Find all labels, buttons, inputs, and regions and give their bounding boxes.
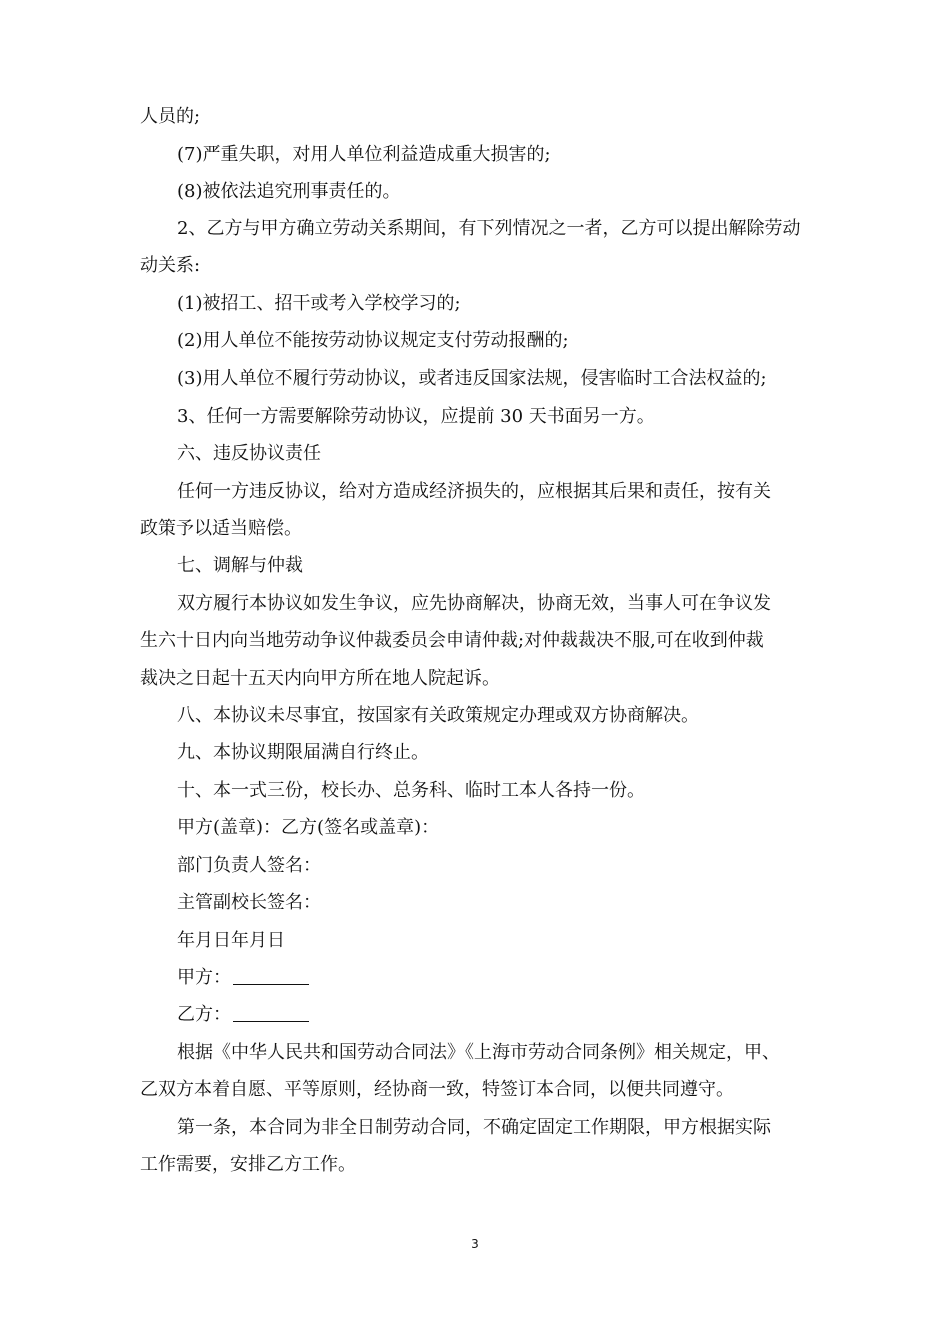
paragraph-line: 工作需要，安排乙方工作。	[140, 1154, 356, 1175]
paragraph-line: (8)被依法追究刑事责任的。	[177, 181, 401, 202]
paragraph-line: 动关系:	[140, 255, 201, 276]
paragraph-line: 十、本一式三份，校长办、总务科、临时工本人各持一份。	[177, 780, 645, 801]
section-heading: 七、调解与仲裁	[177, 555, 303, 576]
paragraph-line: 生六十日内向当地劳动争议仲裁委员会申请仲裁;对仲裁裁决不服,可在收到仲裁	[140, 630, 764, 651]
signature-line: 部门负责人签名：	[177, 855, 321, 876]
paragraph-line: 人员的;	[140, 106, 201, 127]
paragraph-line: 裁决之日起十五天内向甲方所在地人院起诉。	[140, 668, 500, 689]
paragraph-line: 政策予以适当赔偿。	[140, 518, 302, 539]
party-a-label: 甲方：	[177, 967, 231, 988]
section-heading: 六、违反协议责任	[177, 443, 321, 464]
page-number: 3	[471, 1237, 479, 1251]
paragraph-line: 八、本协议未尽事宜，按国家有关政策规定办理或双方协商解决。	[177, 705, 699, 726]
date-line: 年月日年月日	[177, 930, 285, 951]
paragraph-line: 双方履行本协议如发生争议，应先协商解决，协商无效，当事人可在争议发	[177, 593, 771, 614]
paragraph-line: 任何一方违反协议，给对方造成经济损失的，应根据其后果和责任，按有关	[177, 481, 771, 502]
paragraph-line: 乙双方本着自愿、平等原则，经协商一致，特签订本合同，以便共同遵守。	[140, 1079, 734, 1100]
paragraph-line: 根据《中华人民共和国劳动合同法》《上海市劳动合同条例》相关规定，甲、	[177, 1042, 780, 1063]
signature-line: 主管副校长签名：	[177, 892, 321, 913]
paragraph-line: (3)用人单位不履行劳动协议，或者违反国家法规，侵害临时工合法权益的;	[177, 368, 767, 389]
paragraph-line: (1)被招工、招干或考入学校学习的;	[177, 293, 461, 314]
paragraph-line: 九、本协议期限届满自行终止。	[177, 742, 429, 763]
party-b-label: 乙方：	[177, 1004, 231, 1025]
paragraph-line: (2)用人单位不能按劳动协议规定支付劳动报酬的;	[177, 330, 569, 351]
party-b-blank	[233, 1003, 309, 1022]
party-a-line	[177, 966, 309, 990]
paragraph-line: 2、乙方与甲方确立劳动关系期间，有下列情况之一者，乙方可以提出解除劳动	[177, 218, 801, 239]
party-a-blank	[233, 966, 309, 985]
party-b-line	[177, 1003, 309, 1027]
paragraph-line: (7)严重失职，对用人单位利益造成重大损害的;	[177, 144, 551, 165]
signature-line: 甲方(盖章)：乙方(签名或盖章)：	[177, 817, 440, 838]
paragraph-line: 3、任何一方需要解除劳动协议，应提前 30 天书面另一方。	[177, 406, 655, 427]
paragraph-line: 第一条，本合同为非全日制劳动合同，不确定固定工作期限，甲方根据实际	[177, 1117, 771, 1138]
